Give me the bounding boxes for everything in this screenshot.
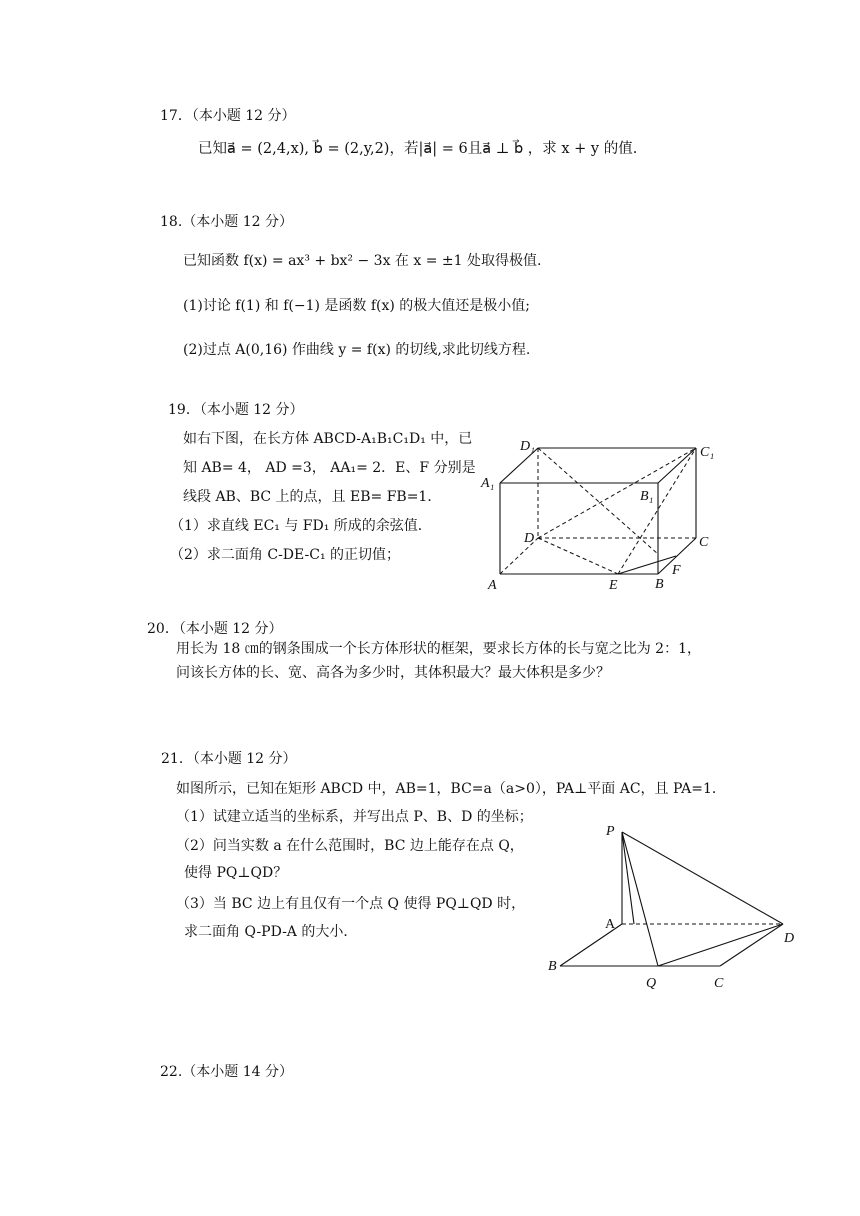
label-Q: Q bbox=[646, 976, 657, 991]
problem-21-line-4: 使得 PQ⊥QD？ bbox=[184, 865, 288, 881]
problem-18-line-3: (2)过点 A(0,16) 作曲线 y = f(x) 的切线,求此切线方程. bbox=[183, 342, 531, 358]
problem-21-header: 21．（本小题 12 分） bbox=[161, 751, 297, 767]
label-D: D bbox=[784, 931, 795, 946]
problem-21-line-3: （2）问当实数 a 在什么范围时，BC 边上能存在点 Q， bbox=[176, 838, 524, 854]
problem-20-header: 20．（本小题 12 分） bbox=[147, 621, 283, 637]
label-P: P bbox=[606, 824, 615, 839]
problem-19-line-4: （1）求直线 EC₁ 与 FD₁ 所成的余弦值． bbox=[170, 518, 432, 534]
label-E: E bbox=[609, 578, 618, 593]
label-A: A bbox=[605, 917, 616, 932]
label-D: D bbox=[524, 531, 535, 546]
problem-17-text: 已知a⃗ = (2,4,x), b⃗ = (2,y,2)，若|a⃗| = 6且a⃗ ⊥ b⃗ ，求 x + y 的值. bbox=[198, 141, 638, 157]
label-B1: B₁ bbox=[640, 489, 654, 504]
problem-19-line-5: （2）求二面角 C-DE-C₁ 的正切值； bbox=[170, 547, 401, 563]
label-C: C bbox=[699, 535, 709, 550]
problem-19-line-3: 线段 AB、BC 上的点，且 EB= FB=1． bbox=[183, 489, 442, 505]
problem-20-line-1: 用长为 18 ㎝的钢条围成一个长方体形状的框架，要求长方体的长与宽之比为 2：1， bbox=[176, 641, 701, 657]
pyramid-figure bbox=[540, 818, 810, 996]
problem-19-line-1: 如右下图，在长方体 ABCD-A₁B₁C₁D₁ 中，已 bbox=[183, 431, 473, 447]
problem-21-line-5: （3）当 BC 边上有且仅有一个点 Q 使得 PQ⊥QD 时， bbox=[176, 896, 526, 912]
label-D1: D₁ bbox=[520, 439, 535, 454]
problem-22-header: 22.（本小题 14 分） bbox=[160, 1064, 293, 1080]
problem-18-header: 18.（本小题 12 分） bbox=[160, 214, 293, 230]
label-B: B bbox=[655, 577, 664, 592]
problem-21-line-2: （1）试建立适当的坐标系，并写出点 P、B、D 的坐标； bbox=[176, 809, 533, 825]
problem-18-line-2: (1)讨论 f(1) 和 f(−1) 是函数 f(x) 的极大值还是极小值; bbox=[183, 298, 531, 314]
problem-21-line-1: 如图所示，已知在矩形 ABCD 中，AB=1，BC=a（a>0），PA⊥平面 AC，且 PA=1． bbox=[176, 781, 726, 797]
label-F: F bbox=[672, 563, 681, 578]
problem-19-header: 19．（本小题 12 分） bbox=[168, 402, 304, 418]
problem-17-header: 17．（本小题 12 分） bbox=[160, 108, 296, 124]
label-B: B bbox=[548, 959, 557, 974]
problem-20-line-2: 问该长方体的长、宽、高各为多少时，其体积最大？最大体积是多少？ bbox=[176, 665, 610, 681]
cuboid-figure bbox=[478, 430, 728, 595]
label-A1: A₁ bbox=[481, 476, 495, 491]
label-C1: C₁ bbox=[700, 445, 715, 460]
problem-19-line-2: 知 AB= 4， AD =3， AA₁= 2．E、F 分别是 bbox=[183, 460, 476, 476]
label-C: C bbox=[714, 976, 724, 991]
problem-21-line-6: 求二面角 Q-PD-A 的大小． bbox=[184, 924, 358, 940]
problem-18-line-1: 已知函数 f(x) = ax³ + bx² − 3x 在 x = ±1 处取得极值. bbox=[183, 253, 542, 269]
label-A: A bbox=[488, 578, 497, 593]
